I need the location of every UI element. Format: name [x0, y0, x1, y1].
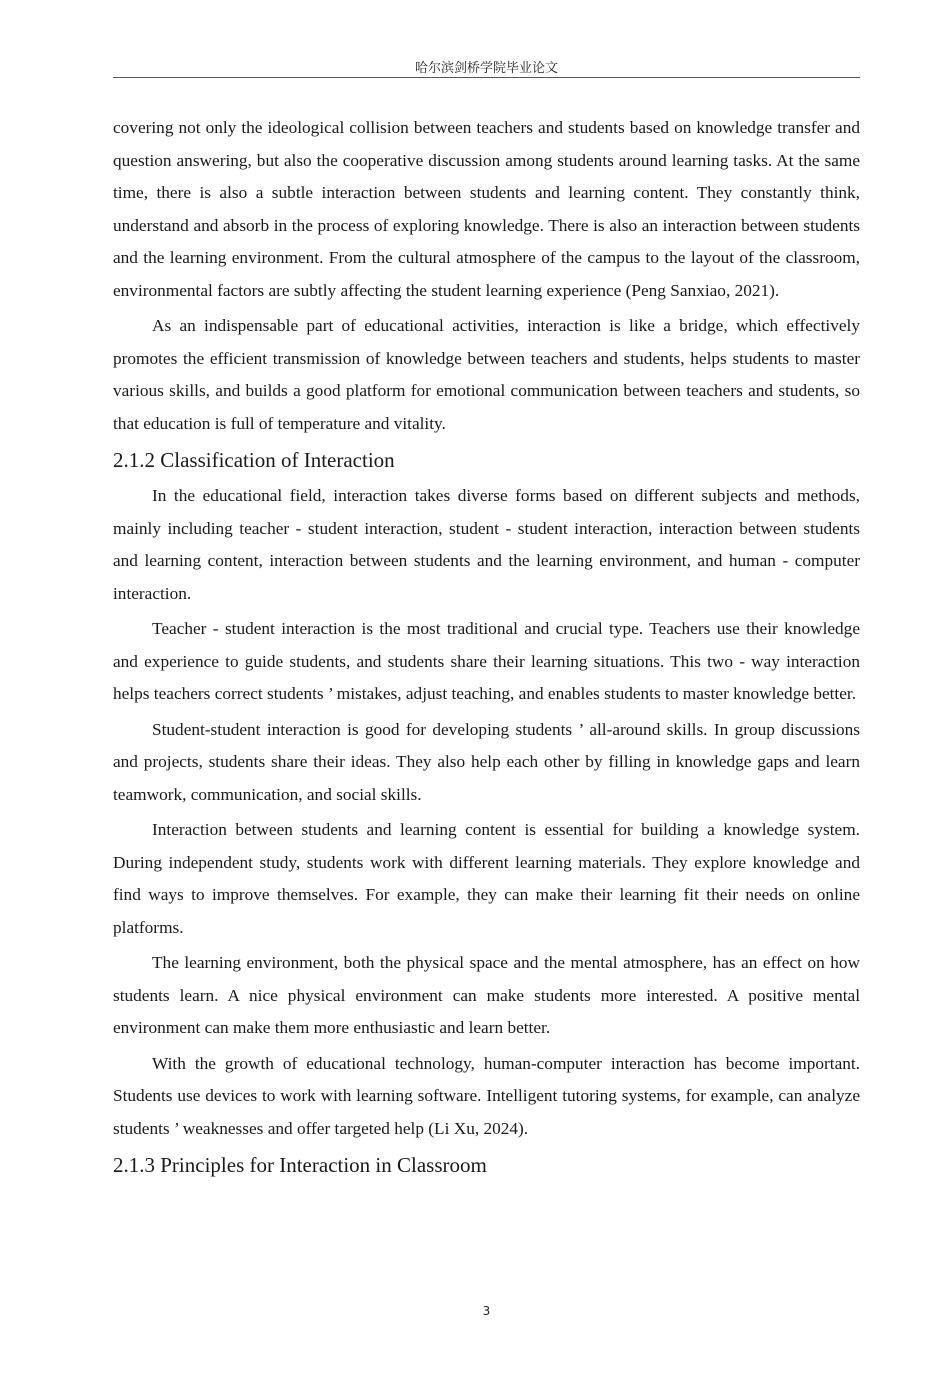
page-header-title: 哈尔滨剑桥学院毕业论文: [414, 61, 558, 76]
paragraph-6: Interaction between students and learning content is essential for building a knowledge system. During independent study, students work with different learning materials. They explore knowledge and find ways to improve themselves. For example, they can make their learning fit their needs on online platforms.: [113, 820, 860, 937]
paragraph-5: Student-student interaction is good for developing students ’ all-around skills. In group discussions and projects, students share their ideas. They also help each other by filling in knowledge gaps and learn teamwork, communication, and social skills.: [113, 719, 860, 804]
paragraph-8: With the growth of educational technology, human-computer interaction has become important. Students use devices to work with learning software. Intelligent tutoring systems, for example, can analyze students ’ weaknesses and offer targeted help (Li Xu, 2024).: [113, 1053, 860, 1138]
section-heading-2-1-3: 2.1.3 Principles for Interaction in Classroom: [113, 1153, 487, 1177]
section-heading-2-1-2: 2.1.2 Classification of Interaction: [113, 448, 395, 472]
paragraph-3: In the educational field, interaction takes diverse forms based on different subjects and methods, mainly including teacher - student interaction, student - student interaction, interaction between students and learning content, interaction between students and the learning environment, and human - computer interaction.: [113, 486, 860, 603]
document-body: [113, 112, 860, 1185]
page-number: 3: [482, 1304, 491, 1318]
paragraph-7: The learning environment, both the physical space and the mental atmosphere, has an effect on how students learn. A nice physical environment can make students more interested. A positive mental environment can make them more enthusiastic and learn better.: [113, 953, 860, 1037]
paragraph-2: As an indispensable part of educational activities, interaction is like a bridge, which effectively promotes the efficient transmission of knowledge between teachers and students, helps students to master various skills, and builds a good platform for emotional communication between teachers and students, so that education is full of temperature and vitality.: [113, 316, 860, 433]
paragraph-1: covering not only the ideological collision between teachers and students based on knowledge transfer and question answering, but also the cooperative discussion among students around learning tasks. At the same time, there is also a subtle interaction between students and learning content. They constantly think, understand and absorb in the process of exploring knowledge. There is also an interaction between students and the learning environment. From the cultural atmosphere of the campus to the layout of the classroom, environmental factors are subtly affecting the student learning experience (Peng Sanxiao, 2021).: [113, 118, 860, 300]
header-divider: [113, 77, 860, 78]
paragraph-4: Teacher - student interaction is the most traditional and crucial type. Teachers use their knowledge and experience to guide students, and students share their learning situations. This two - way interaction helps teachers correct students ’ mistakes, adjust teaching, and enables students to master knowledge better.: [113, 619, 860, 703]
